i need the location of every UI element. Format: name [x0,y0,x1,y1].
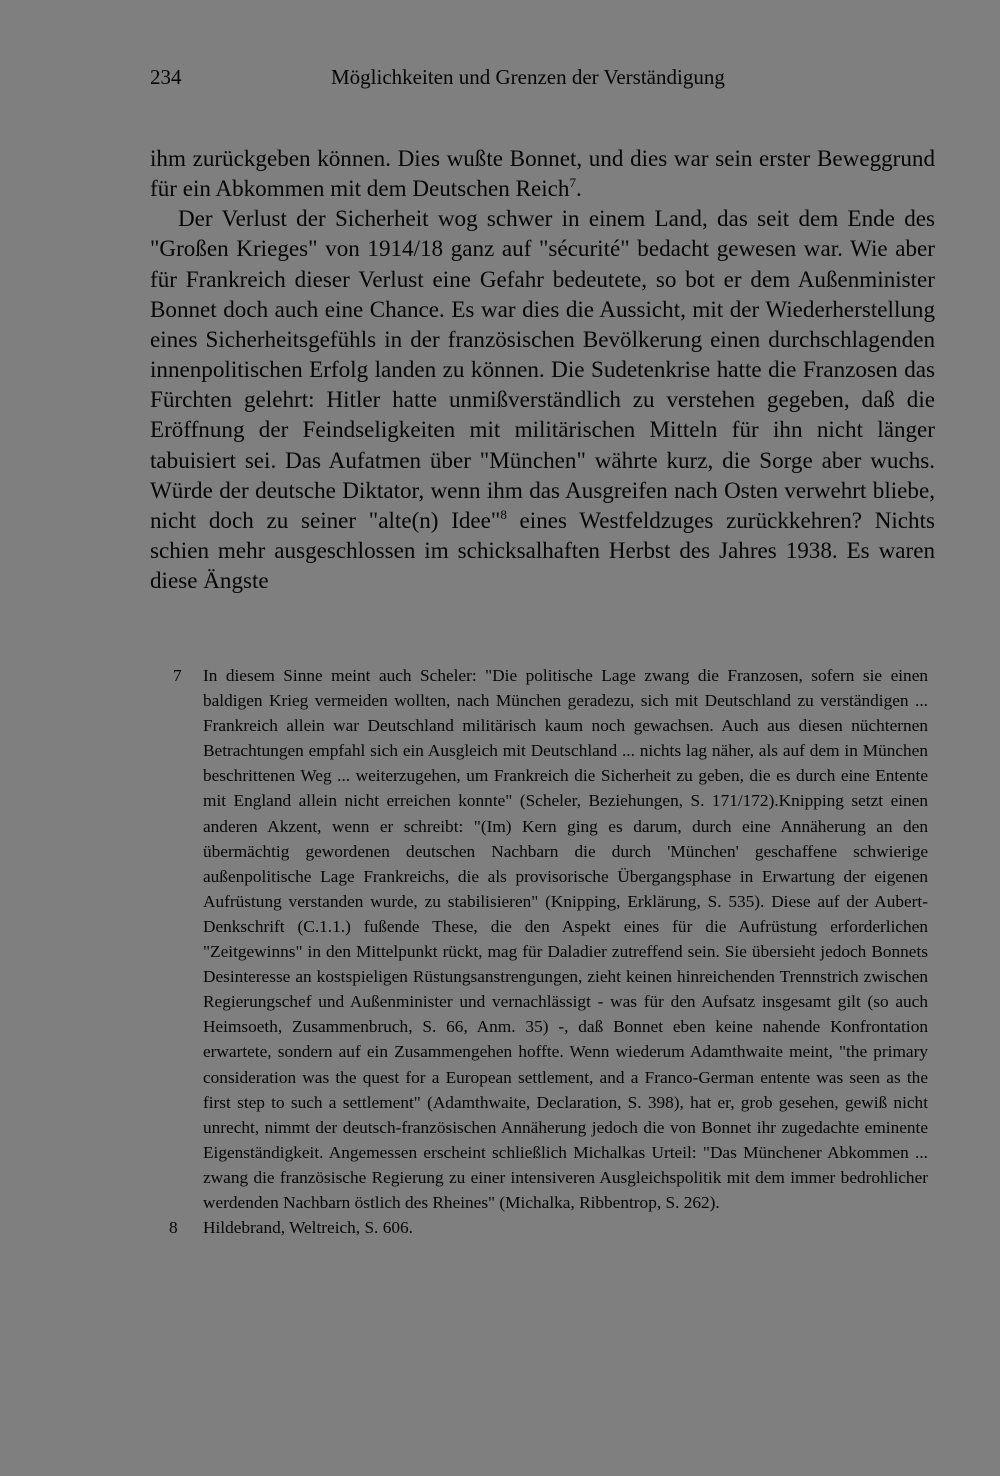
footnote-reference: 8 [500,506,507,522]
paragraph-text: Der Verlust der Sicherheit wog schwer in einem Land, das seit dem Ende des "Großen Krieges" von 1914/18 ganz auf "sécurité" bedacht gewesen war. Wie aber für Frankreich dieser Verlust eine Gefahr bedeutete, so bot er dem Außenminister Bonnet doch auch eine Chance. Es war dies die Aussicht, mit der Wiederherstellung eines Sicherheitsgefühls in der französischen Bevölkerung einen durchschlagenden innenpolitischen Erfolg landen zu können. Die Sudetenkrise hatte die Franzosen das Fürchten gelehrt: Hitler hatte unmißverständlich zu verstehen gegeben, daß die Eröffnung der Feindseligkeiten mit militärischen Mitteln für ihn nicht länger tabuisiert sei. Das Aufatmen über "München" währte kurz, die Sorge aber wuchs. Würde der deutsche Diktator, wenn ihm das Ausgreifen nach Osten verwehrt bliebe, nicht doch zu seiner "alte(n) Idee" [150,205,935,533]
paragraph [150,203,935,595]
paragraph-text: . [575,175,582,202]
paragraph-text: ihm zurückgeben können. Dies wußte Bonnet, und dies war sein erster Beweggrund für ein Abkommen mit dem Deutschen Reich [150,145,935,202]
footnote [169,1215,928,1240]
footnote-text: Hildebrand, Weltreich, S. 606. [203,1218,413,1238]
running-title: Möglichkeiten und Grenzen der Verständigung [331,65,725,89]
paragraph [150,143,935,203]
page-number: 234 [150,65,182,89]
footnote-reference: 7 [569,175,576,191]
footnote-text: In diesem Sinne meint auch Scheler: "Die politische Lage zwang die Franzosen, sofern sie einen baldigen Krieg vermeiden wollten, nach München geradezu, sich mit Deutschland zu verständigen ... Frankreich allein war Deutschland militärisch kaum noch gewachsen. Auch aus diesen nüchternen Betrachtungen empfahl sich ein Ausgleich mit Deutschland ... nichts lag näher, als auf dem in München beschrittenen Weg ... weiterzugehen, um Frankreich die Sicherheit zu geben, die es durch eine Entente mit England allein nicht erreichen konnte" (Scheler, Beziehungen, S. 171/172).Knipping setzt einen anderen Akzent, wenn er schreibt: "(Im) Kern ging es darum, durch eine Annäherung an den übermächtig gewordenen deutschen Nachbarn die durch 'München' geschaffene schwierige außenpolitische Lage Frankreichs, die als provisorische Übergangsphase in Erwartung der eigenen Aufrüstung verstanden wurde, zu stabilisieren" (Knipping, Erklärung, S. 535). Diese auf der Aubert-Denkschrift (C.1.1.) fußende These, die den Aspekt eines für die Aufrüstung erforderlichen "Zeitgewinns" in den Mittelpunkt rückt, mag für Daladier zutreffend sein. Sie übersieht jedoch Bonnets Desinteresse an kostspieligen Rüstungsanstrengungen, zieht keinen hinreichenden Trennstrich zwischen Regierungschef und Außenminister und vernachlässigt - was für den Aufsatz insgesamt gilt (so auch Heimsoeth, Zusammenbruch, S. 66, Anm. 35) -, daß Bonnet eben keine nahende Konfrontation erwartete, sondern auf ein Zusammengehen hoffte. Wenn wiederum Adamthwaite meint, "the primary consideration was the quest for a European settlement, and a Franco-German entente was seen as the first step to such a settlement" (Adamthwaite, Declaration, S. 398), hat er, grob gesehen, gewiß nicht unrecht, nimmt der deutsch-französischen Annäherung jedoch die von Bonnet ihr zugedachte eminente Eigenständigkeit. Angemessen erscheint schließlich Michalkas Urteil: "Das Münchener Abkommen ... zwang die französische Regierung zu einer intensiveren Ausgleichspolitik mit dem immer bedrohlicher werdenden Nachbarn östlich des Rheines" (Michalka, Ribbentrop, S. 262). [203,666,928,1212]
running-head [150,62,770,92]
body-text [150,143,935,595]
footnote-number: 8 [169,1218,178,1238]
footnote-number: 7 [173,666,182,685]
footnotes [169,663,928,1240]
paragraph-text: eines Westfeldzuges zurückkehren? Nichts schien mehr ausgeschlossen im schicksalhaften Herbst des Jahres 1938. Es waren diese Ängste [150,506,935,594]
footnote [173,663,928,1215]
